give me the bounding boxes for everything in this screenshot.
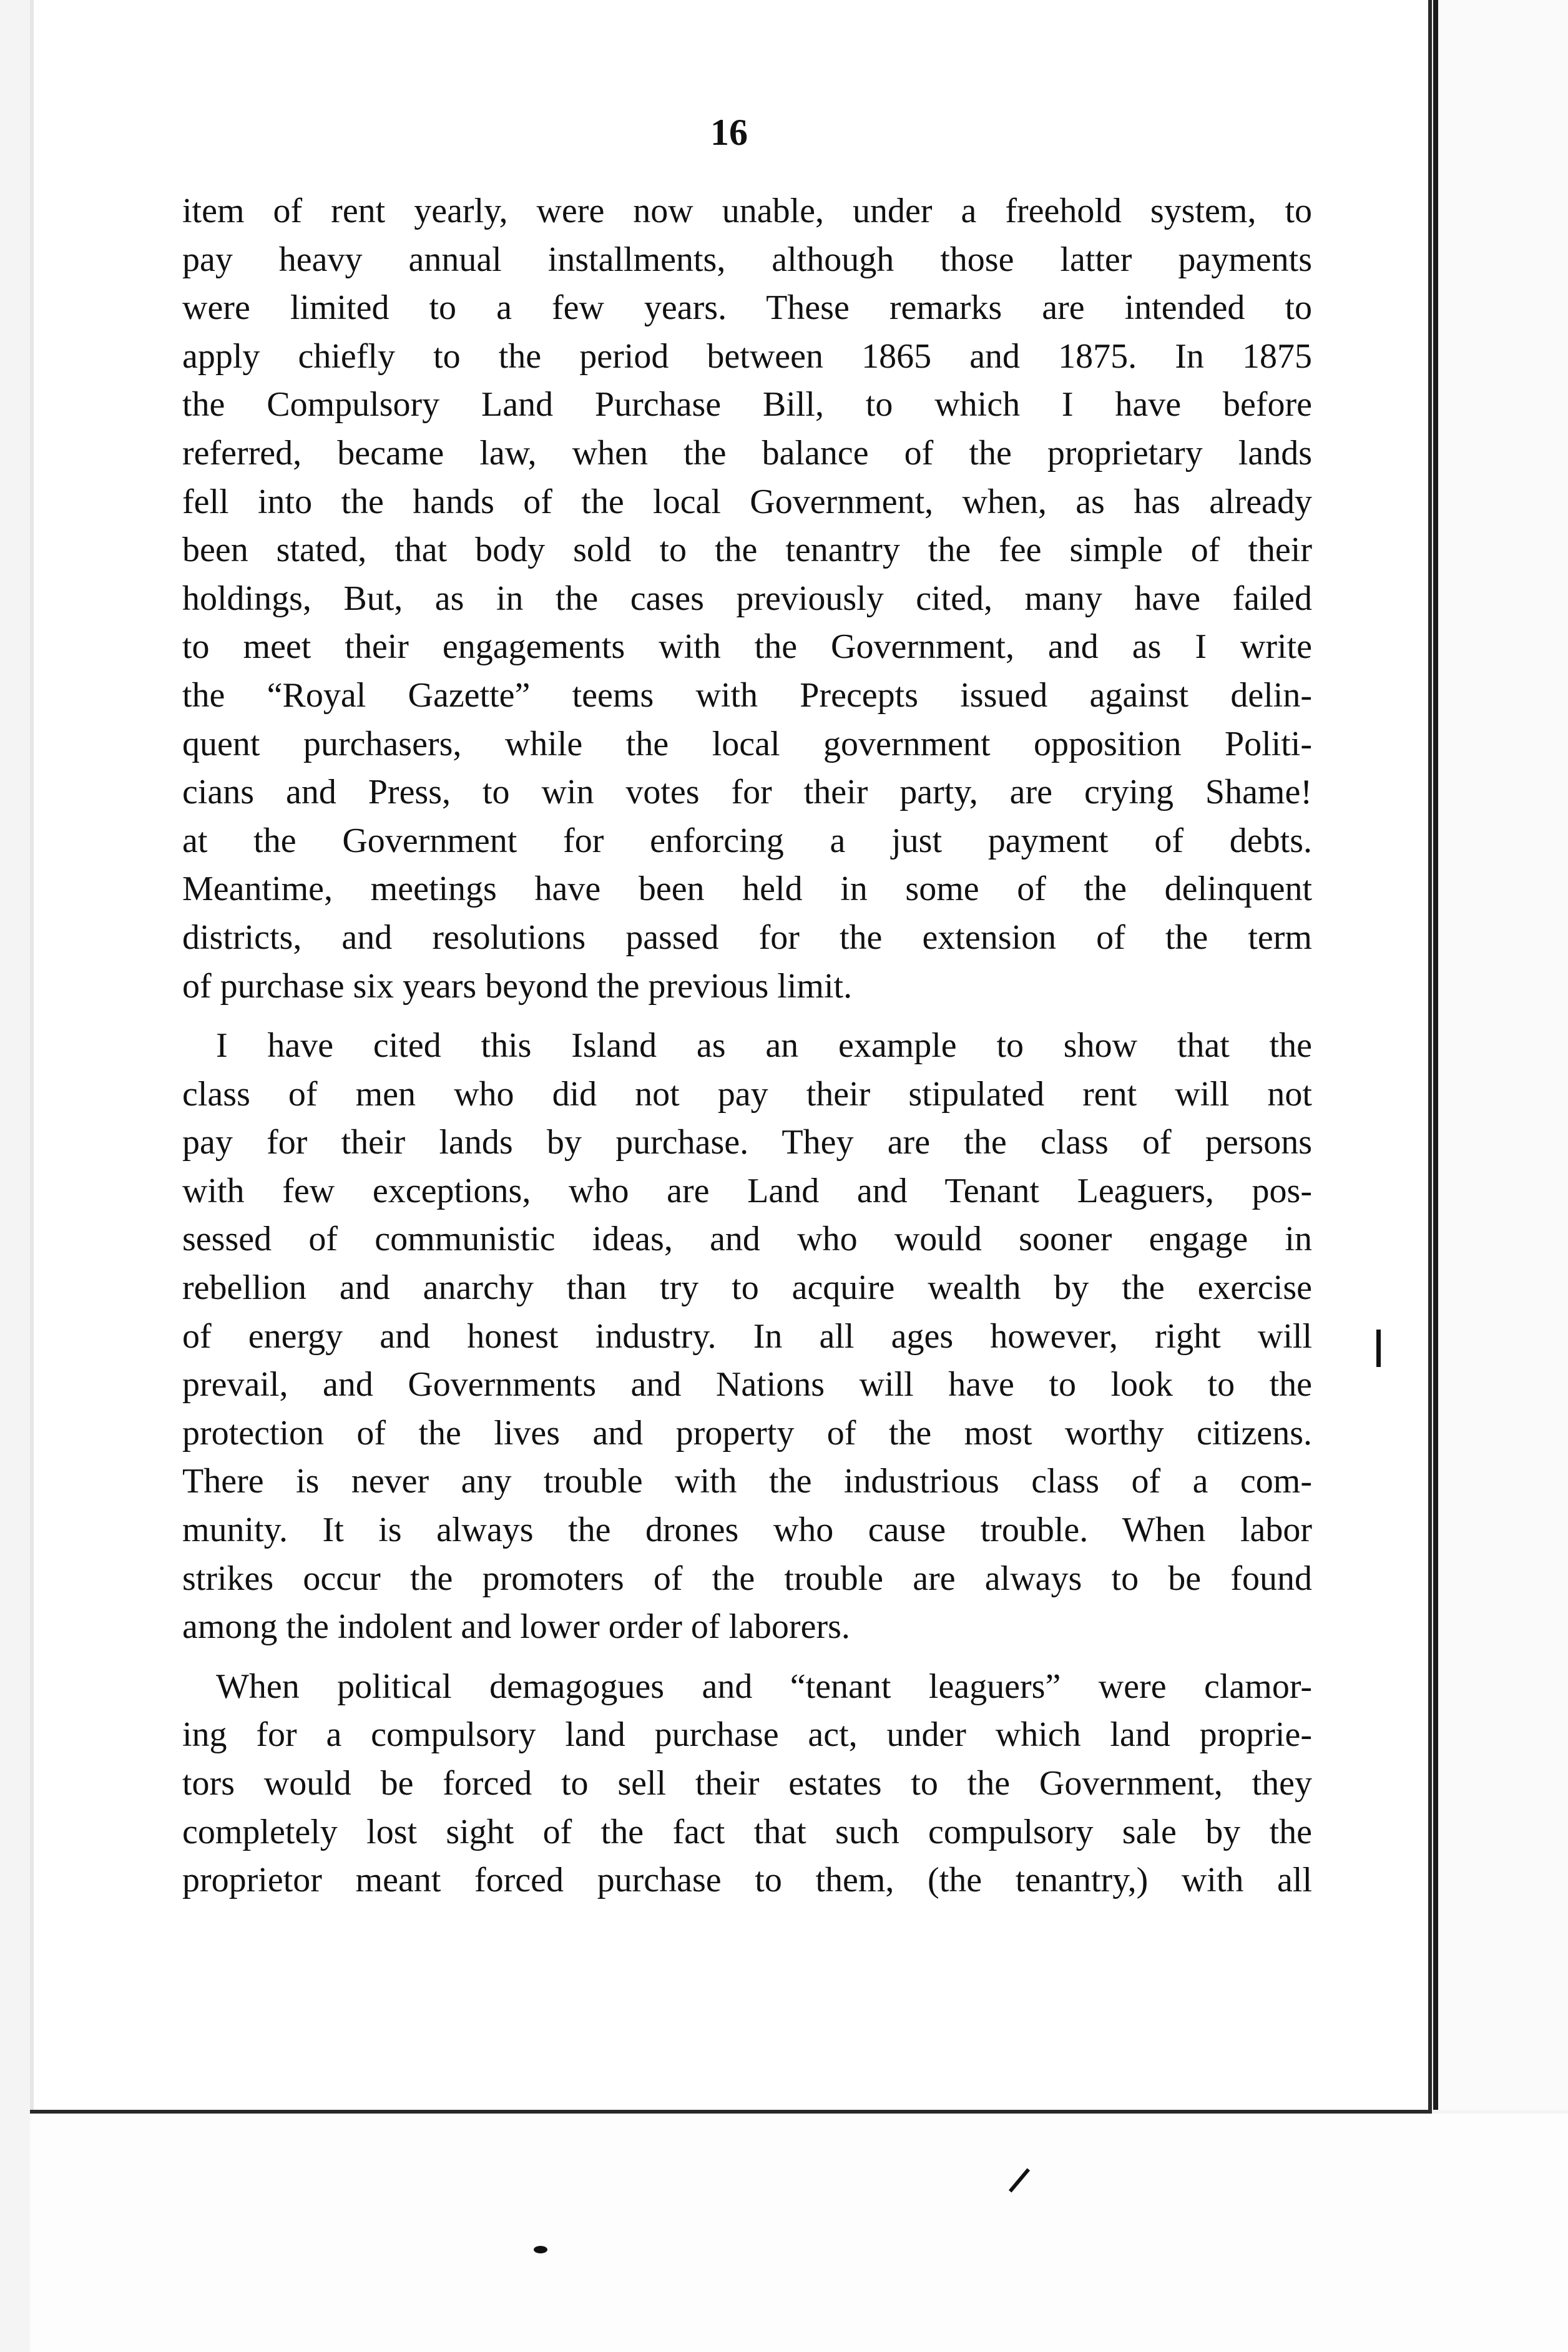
text-line: among the indolent and lower order of laborers. xyxy=(182,1607,850,1647)
text-line: districts, and resolutions passed for the extension of the term xyxy=(182,918,1312,957)
paragraph-gap xyxy=(182,1011,1312,1022)
text-line: pay heavy annual installments, although those latter payments xyxy=(182,240,1312,279)
text-line: prevail, and Governments and Nations will have to look to the xyxy=(182,1365,1312,1404)
book-page xyxy=(30,0,1432,2114)
text-line: were limited to a few years. These remarks are intended to xyxy=(182,288,1312,328)
text-line: tors would be forced to sell their estates to the Government, they xyxy=(182,1764,1312,1803)
paragraph xyxy=(182,187,1312,1011)
text-line: pay for their lands by purchase. They are the class of persons xyxy=(182,1123,1312,1162)
text-line: proprietor meant forced purchase to them, (the tenantry,) with all xyxy=(182,1861,1312,1900)
text-line: been stated, that body sold to the tenantry the fee simple of their xyxy=(182,531,1312,570)
text-line: strikes occur the promoters of the trouble are always to be found xyxy=(182,1559,1312,1598)
text-line: item of rent yearly, were now unable, under a freehold system, to xyxy=(182,192,1312,230)
text-line: of purchase six years beyond the previous limit. xyxy=(182,966,853,1006)
text-line: cians and Press, to win votes for their party, are crying Shame! xyxy=(182,773,1312,812)
text-line: apply chiefly to the period between 1865 and 1875. In 1875 xyxy=(182,336,1312,376)
text-line: to meet their engagements with the Government, and as I write xyxy=(182,627,1312,667)
page-number: 16 xyxy=(710,112,748,153)
text-line: the “Royal Gazette” teems with Precepts issued against delin- xyxy=(182,675,1312,715)
text-line: quent purchasers, while the local government opposition Politi- xyxy=(182,724,1312,763)
margin-mark xyxy=(1376,1330,1381,1367)
paragraph-gap xyxy=(182,1652,1312,1663)
text-line: class of men who did not pay their stipulated rent will not xyxy=(182,1074,1312,1114)
text-line: referred, became law, when the balance of the proprietary lands xyxy=(182,433,1312,473)
paragraph xyxy=(182,1022,1312,1652)
lower-scan-margin xyxy=(30,2114,1568,2352)
text-line: completely lost sight of the fact that such compulsory sale by the xyxy=(182,1812,1312,1851)
ink-blot xyxy=(534,2246,547,2253)
text-line: at the Government for enforcing a just payment of debts. xyxy=(182,821,1312,860)
text-line: sessed of communistic ideas, and who would sooner engage in xyxy=(182,1220,1312,1259)
text-line: ing for a compulsory land purchase act, under which land proprie- xyxy=(182,1715,1312,1755)
text-line: I have cited this Island as an example to show that the xyxy=(216,1026,1312,1066)
adjacent-page-edge xyxy=(1433,0,1568,2110)
text-line: the Compulsory Land Purchase Bill, to which I have before xyxy=(182,385,1312,424)
text-line: with few exceptions, who are Land and Tenant Leaguers, pos- xyxy=(182,1171,1312,1210)
text-line: rebellion and anarchy than try to acquire wealth by the exercise xyxy=(182,1268,1312,1308)
text-line: protection of the lives and property of the most worthy citizens. xyxy=(182,1413,1312,1453)
text-line: When political demagogues and “tenant leaguers” were clamor- xyxy=(216,1667,1312,1706)
paragraph xyxy=(182,1663,1312,1905)
text-line: Meantime, meetings have been held in some of the delinquent xyxy=(182,870,1312,909)
text-line: holdings, But, as in the cases previously cited, many have failed xyxy=(182,579,1312,618)
text-line: munity. It is always the drones who cause trouble. When labor xyxy=(182,1511,1312,1550)
text-line: of energy and honest industry. In all ages however, right will xyxy=(182,1316,1312,1356)
body-text xyxy=(182,187,1312,1905)
text-line: There is never any trouble with the industrious class of a com- xyxy=(182,1462,1312,1501)
text-line: fell into the hands of the local Government, when, as has already xyxy=(182,482,1312,521)
